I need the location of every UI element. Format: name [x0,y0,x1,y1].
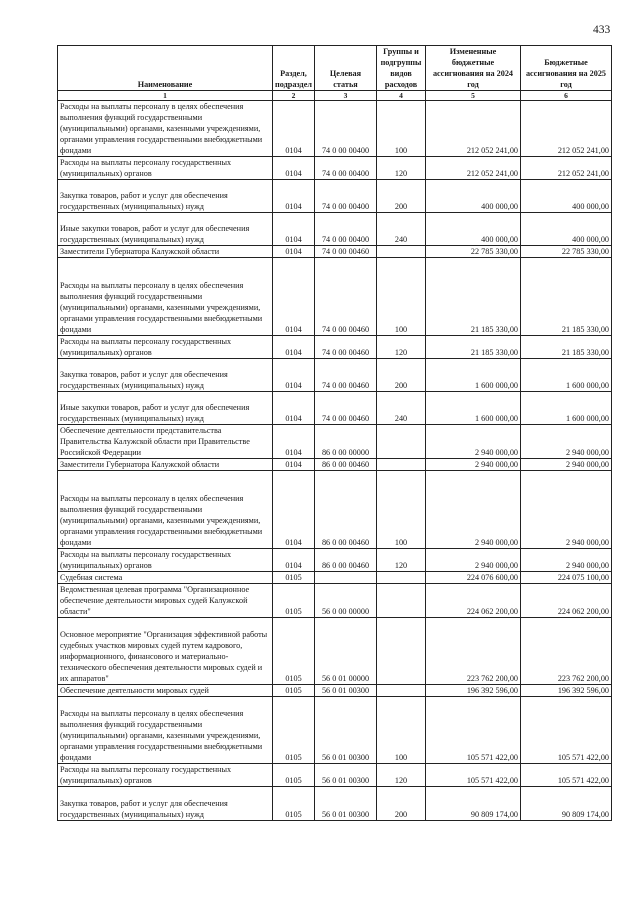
row-section: 0104 [273,336,315,359]
row-target: 74 0 00 00460 [315,258,377,336]
table-row [58,787,612,821]
row-value-2024: 212 052 241,00 [426,157,521,180]
row-name: Обеспечение деятельности мировых судей [58,685,273,697]
row-value-2024: 90 809 174,00 [426,787,521,821]
table-row [58,180,612,213]
row-value-2024: 2 940 000,00 [426,425,521,459]
row-name: Расходы на выплаты персоналу государственных (муниципальных) органов [58,764,273,787]
row-group: 200 [377,359,426,392]
table-row [58,213,612,246]
column-number: 4 [377,91,426,101]
row-value-2025: 105 571 422,00 [521,764,612,787]
budget-table [57,45,612,821]
row-name: Расходы на выплаты персоналу государственных (муниципальных) органов [58,336,273,359]
row-section: 0104 [273,213,315,246]
table-row [58,246,612,258]
row-value-2024: 22 785 330,00 [426,246,521,258]
row-name: Иные закупки товаров, работ и услуг для обеспечения государственных (муниципальных) нужд [58,392,273,425]
row-group: 100 [377,697,426,764]
row-target [315,572,377,584]
row-value-2024: 21 185 330,00 [426,258,521,336]
row-name: Иные закупки товаров, работ и услуг для обеспечения государственных (муниципальных) нужд [58,213,273,246]
table-row [58,336,612,359]
table-row [58,618,612,685]
row-name: Закупка товаров, работ и услуг для обеспечения государственных (муниципальных) нужд [58,787,273,821]
column-number: 2 [273,91,315,101]
row-section: 0105 [273,697,315,764]
header-2024: Измененные бюджетные ассигнования на 2024 год [426,46,521,91]
row-value-2024: 224 076 600,00 [426,572,521,584]
row-value-2025: 2 940 000,00 [521,459,612,471]
row-section: 0105 [273,618,315,685]
row-target: 74 0 00 00400 [315,180,377,213]
row-value-2024: 400 000,00 [426,213,521,246]
row-value-2024: 212 052 241,00 [426,101,521,157]
row-name: Заместители Губернатора Калужской области [58,459,273,471]
row-section: 0105 [273,584,315,618]
table-row [58,459,612,471]
table-row [58,157,612,180]
row-group [377,246,426,258]
row-section: 0105 [273,764,315,787]
row-section: 0105 [273,572,315,584]
row-target: 74 0 00 00460 [315,359,377,392]
table-row [58,572,612,584]
row-value-2025: 21 185 330,00 [521,336,612,359]
row-target: 56 0 01 00300 [315,764,377,787]
row-section: 0104 [273,101,315,157]
row-target: 86 0 00 00460 [315,459,377,471]
row-name: Закупка товаров, работ и услуг для обеспечения государственных (муниципальных) нужд [58,359,273,392]
row-group [377,685,426,697]
row-target: 56 0 01 00300 [315,697,377,764]
row-name: Заместители Губернатора Калужской области [58,246,273,258]
row-name: Расходы на выплаты персоналу государственных (муниципальных) органов [58,549,273,572]
row-value-2024: 224 062 200,00 [426,584,521,618]
header-row [58,46,612,91]
header-group: Группы и подгруппы видов расходов [377,46,426,91]
column-number: 5 [426,91,521,101]
row-target: 86 0 00 00460 [315,471,377,549]
row-value-2025: 105 571 422,00 [521,697,612,764]
row-group: 200 [377,180,426,213]
row-value-2025: 21 185 330,00 [521,258,612,336]
row-value-2025: 224 075 100,00 [521,572,612,584]
table-row [58,697,612,764]
row-section: 0104 [273,157,315,180]
column-number: 1 [58,91,273,101]
column-number: 6 [521,91,612,101]
row-name: Судебная система [58,572,273,584]
table-row [58,101,612,157]
row-group: 120 [377,336,426,359]
row-section: 0104 [273,425,315,459]
row-value-2025: 2 940 000,00 [521,471,612,549]
row-value-2025: 400 000,00 [521,213,612,246]
table-row [58,392,612,425]
row-section: 0105 [273,787,315,821]
row-value-2025: 90 809 174,00 [521,787,612,821]
table-row [58,425,612,459]
row-name: Обеспечение деятельности представительства Правительства Калужской области при Правительстве Российской Федерации [58,425,273,459]
row-group: 200 [377,787,426,821]
row-group: 100 [377,258,426,336]
header-name: Наименование [58,46,273,91]
row-value-2025: 2 940 000,00 [521,549,612,572]
table-row [58,764,612,787]
row-target: 56 0 01 00300 [315,685,377,697]
row-name: Закупка товаров, работ и услуг для обеспечения государственных (муниципальных) нужд [58,180,273,213]
row-value-2024: 105 571 422,00 [426,764,521,787]
row-value-2025: 223 762 200,00 [521,618,612,685]
row-name: Расходы на выплаты персоналу государственных (муниципальных) органов [58,157,273,180]
column-number: 3 [315,91,377,101]
row-section: 0105 [273,685,315,697]
row-name: Расходы на выплаты персоналу в целях обеспечения выполнения функций государственными (муниципальными) органами, казенными учреждениями, органами управления государственными внебюджетными фондами [58,697,273,764]
row-value-2024: 1 600 000,00 [426,392,521,425]
row-value-2024: 2 940 000,00 [426,459,521,471]
row-target: 74 0 00 00400 [315,213,377,246]
row-section: 0104 [273,246,315,258]
row-value-2025: 2 940 000,00 [521,425,612,459]
row-name: Ведомственная целевая программа "Организационное обеспечение деятельности мировых судей Калужской области" [58,584,273,618]
row-value-2024: 196 392 596,00 [426,685,521,697]
row-target: 74 0 00 00400 [315,101,377,157]
row-value-2024: 400 000,00 [426,180,521,213]
row-value-2024: 2 940 000,00 [426,471,521,549]
row-target: 74 0 00 00460 [315,392,377,425]
row-group [377,618,426,685]
row-target: 56 0 00 00000 [315,584,377,618]
column-number-row [58,91,612,101]
row-value-2025: 400 000,00 [521,180,612,213]
row-group [377,572,426,584]
row-group: 120 [377,764,426,787]
row-section: 0104 [273,258,315,336]
row-value-2025: 224 062 200,00 [521,584,612,618]
row-value-2024: 1 600 000,00 [426,359,521,392]
row-group [377,459,426,471]
row-value-2024: 21 185 330,00 [426,336,521,359]
header-section: Раздел, подраздел [273,46,315,91]
table-row [58,549,612,572]
table-row [58,258,612,336]
row-section: 0104 [273,549,315,572]
row-group: 100 [377,471,426,549]
row-section: 0104 [273,180,315,213]
row-group [377,584,426,618]
row-value-2025: 1 600 000,00 [521,392,612,425]
table-row [58,471,612,549]
header-2025: Бюджетные ассигнования на 2025 год [521,46,612,91]
row-value-2024: 105 571 422,00 [426,697,521,764]
row-group: 100 [377,101,426,157]
row-group: 120 [377,549,426,572]
row-value-2024: 223 762 200,00 [426,618,521,685]
row-value-2025: 196 392 596,00 [521,685,612,697]
row-target: 74 0 00 00460 [315,336,377,359]
page-number: 433 [593,24,611,36]
row-value-2025: 1 600 000,00 [521,359,612,392]
row-target: 86 0 00 00000 [315,425,377,459]
row-section: 0104 [273,471,315,549]
row-section: 0104 [273,459,315,471]
row-value-2025: 212 052 241,00 [521,101,612,157]
row-group: 240 [377,392,426,425]
row-target: 74 0 00 00400 [315,157,377,180]
table-row [58,685,612,697]
row-value-2025: 212 052 241,00 [521,157,612,180]
row-name: Расходы на выплаты персоналу в целях обеспечения выполнения функций государственными (муниципальными) органами, казенными учреждениями, органами управления государственными внебюджетными фондами [58,471,273,549]
row-name: Основное мероприятие "Организация эффективной работы судебных участков мировых судей путем кадрового, информационного, финансового и материально-технического обеспечения деятельности мировых судей и их аппаратов" [58,618,273,685]
row-value-2024: 2 940 000,00 [426,549,521,572]
row-section: 0104 [273,359,315,392]
row-group: 120 [377,157,426,180]
row-value-2025: 22 785 330,00 [521,246,612,258]
row-target: 56 0 01 00300 [315,787,377,821]
row-target: 74 0 00 00460 [315,246,377,258]
row-section: 0104 [273,392,315,425]
row-name: Расходы на выплаты персоналу в целях обеспечения выполнения функций государственными (муниципальными) органами, казенными учреждениями, органами управления государственными внебюджетными фондами [58,258,273,336]
header-target: Целевая статья [315,46,377,91]
table-row [58,359,612,392]
row-group: 240 [377,213,426,246]
row-target: 86 0 00 00460 [315,549,377,572]
table-row [58,584,612,618]
row-group [377,425,426,459]
row-target: 56 0 01 00000 [315,618,377,685]
row-name: Расходы на выплаты персоналу в целях обеспечения выполнения функций государственными (муниципальными) органами, казенными учреждениями, органами управления государственными внебюджетными фондами [58,101,273,157]
